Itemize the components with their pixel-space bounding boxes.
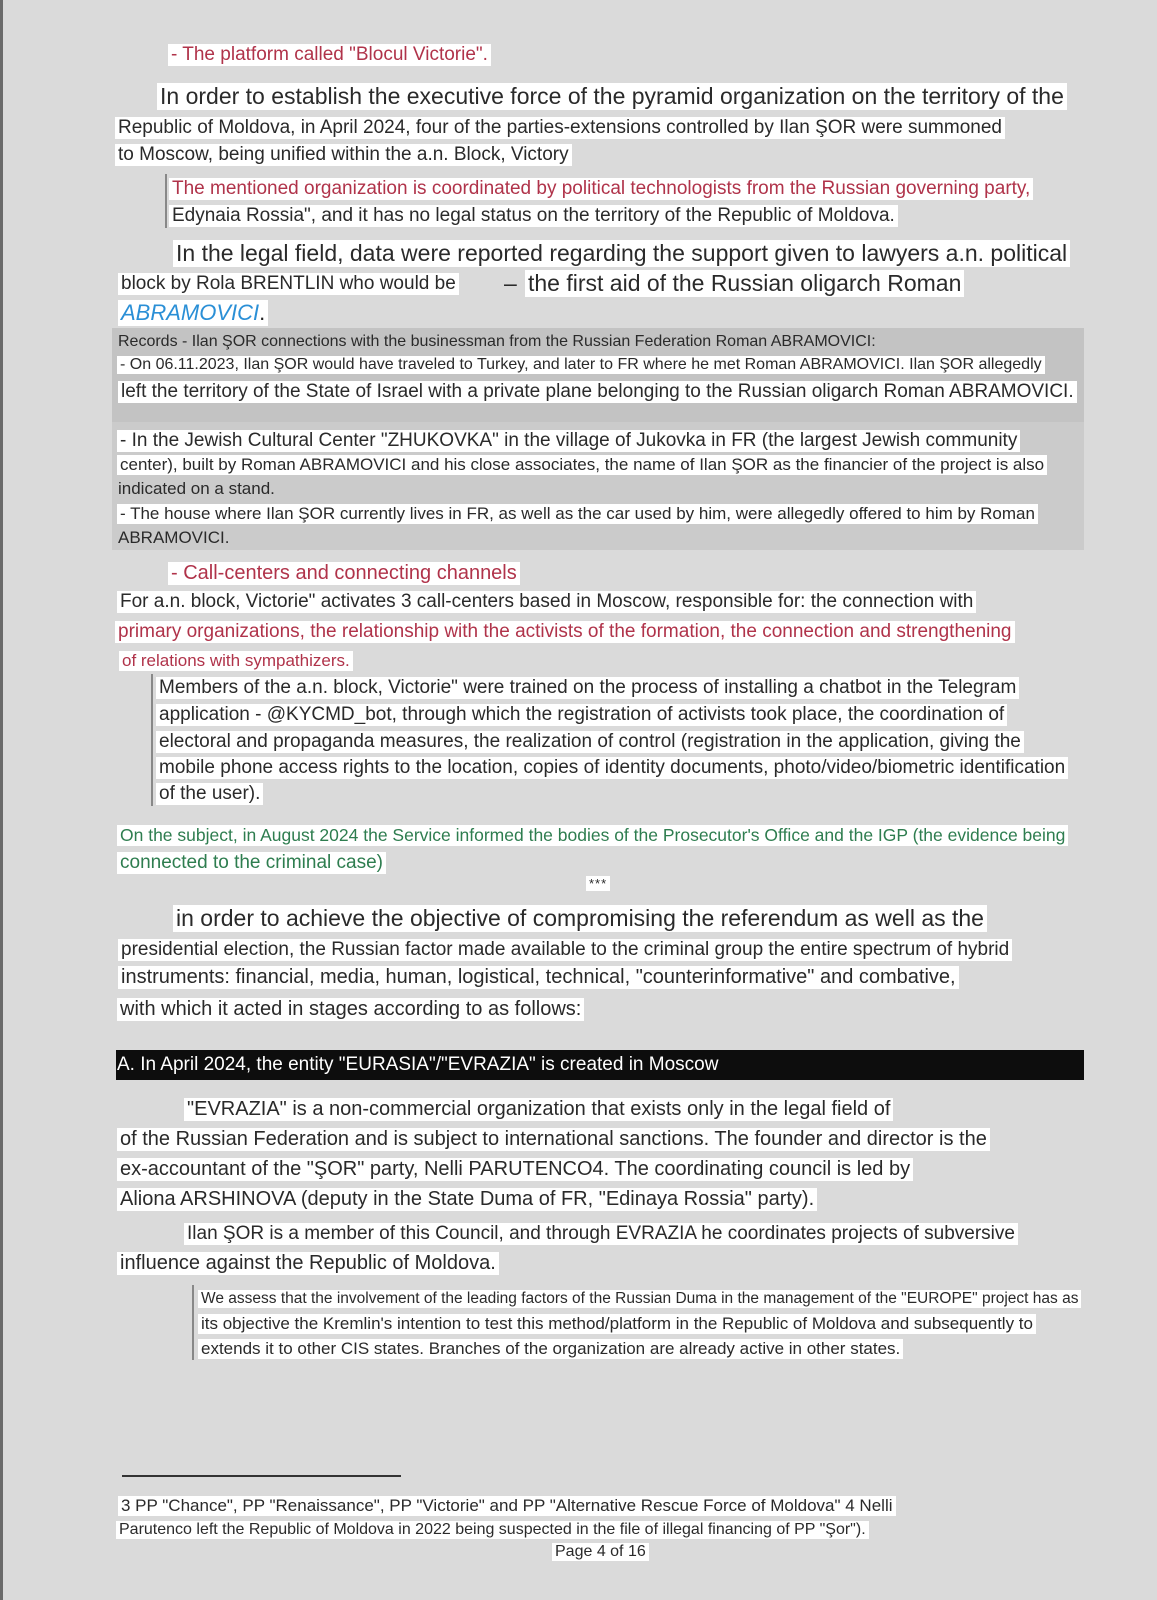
paragraph-line: presidential election, the Russian factor made available to the criminal group the entire spectrum of hybrid <box>118 939 1012 961</box>
records-line: - The house where Ilan ŞOR currently lives in FR, as well as the car used by him, were allegedly offered to him by Roman <box>117 504 1038 524</box>
section-heading-blocul: - The platform called "Blocul Victorie". <box>168 44 491 66</box>
quote-line: extends it to other CIS states. Branches of the organization are already active in other states. <box>198 1339 903 1359</box>
paragraph-line: block by Rola BRENTLIN who would be <box>118 273 459 295</box>
quote-line: The mentioned organization is coordinated by political technologists from the Russian governing party, <box>169 178 1033 200</box>
page-left-edge <box>0 0 3 1600</box>
quote-line: Members of the a.n. block, Victorie" were trained on the process of installing a chatbot in the Telegram <box>156 677 1019 699</box>
quote-line: We assess that the involvement of the leading factors of the Russian Duma in the management of the "EUROPE" project has as <box>198 1290 1081 1308</box>
footnote-line: 3 PP "Chance", PP "Renaissance", PP "Victorie" and PP "Alternative Rescue Force of Moldova" 4 Nelli <box>118 1496 896 1516</box>
paragraph-line: Aliona ARSHINOVA (deputy in the State Duma of FR, "Edinaya Rossia" party). <box>117 1188 817 1211</box>
paragraph-line: Republic of Moldova, in April 2024, four of the parties-extensions controlled by Ilan ŞOR were summoned <box>115 117 1005 139</box>
records-line: indicated on a stand. <box>118 479 275 498</box>
paragraph-line: of relations with sympathizers. <box>119 651 353 671</box>
quote-line: mobile phone access rights to the location, copies of identity documents, photo/video/biometric identification <box>156 757 1068 779</box>
paragraph-line: influence against the Republic of Moldova. <box>117 1252 499 1275</box>
quote-line: its objective the Kremlin's intention to test this method/platform in the Republic of Moldova and subsequently to <box>198 1314 1036 1334</box>
records-line: left the territory of the State of Israel with a private plane belonging to the Russian oligarch Roman ABRAMOVICI. <box>118 381 1077 403</box>
paragraph-line: In order to establish the executive force of the pyramid organization on the territory of the <box>157 83 1067 110</box>
quote-bar <box>192 1285 194 1360</box>
records-line: ABRAMOVICI. <box>118 528 230 547</box>
paragraph-line: ex-accountant of the "ŞOR" party, Nelli PARUTENCO4. The coordinating council is led by <box>117 1158 913 1181</box>
section-heading-callcenters: - Call-centers and connecting channels <box>168 562 520 585</box>
paragraph-line: to Moscow, being unified within the a.n. Block, Victory <box>115 144 572 166</box>
records-line: - In the Jewish Cultural Center "ZHUKOVKA" in the village of Jukovka in FR (the largest Jewish community <box>117 430 1020 452</box>
paragraph-line: of the Russian Federation and is subject to international sanctions. The founder and director is the <box>117 1128 990 1151</box>
highlighted-name <box>118 300 268 326</box>
green-note-line: connected to the criminal case) <box>117 852 386 874</box>
green-note-line: On the subject, in August 2024 the Service informed the bodies of the Prosecutor's Office and the IGP (the evidence being <box>117 825 1068 846</box>
section-separator: *** <box>586 876 610 891</box>
quote-bar <box>165 174 167 228</box>
quote-bar <box>151 674 153 806</box>
period: . <box>259 300 266 325</box>
records-line: Records - Ilan ŞOR connections with the businessman from the Russian Federation Roman ABRAMOVICI: <box>118 333 876 350</box>
quote-line: electoral and propaganda measures, the realization of control (registration in the application, giving the <box>156 731 1024 753</box>
quote-line: application - @KYCMD_bot, through which the registration of activists took place, the coordination of <box>156 704 1007 726</box>
paragraph-line: in order to achieve the objective of compromising the referendum as well as the <box>173 905 987 932</box>
footnote-line: Parutenco left the Republic of Moldova in 2022 being suspected in the file of illegal financing of PP "Şor"). <box>116 1521 869 1539</box>
paragraph-line: For a.n. block, Victorie" activates 3 call-centers based in Moscow, responsible for: the connection with <box>117 591 976 613</box>
name-text: ABRAMOVICI <box>121 300 260 325</box>
paragraph-line: instruments: financial, media, human, logistical, technical, "counterinformative" and combative, <box>118 966 959 989</box>
paragraph-line: "EVRAZIA" is a non-commercial organization that exists only in the legal field of <box>184 1098 893 1121</box>
paragraph-line: In the legal field, data were reported regarding the support given to lawyers a.n. political <box>173 240 1070 267</box>
paragraph-line: primary organizations, the relationship with the activists of the formation, the connection and strengthening <box>115 621 1015 643</box>
section-banner-text: A. In April 2024, the entity "EURASIA"/"EVRAZIA" is created in Moscow <box>117 1054 719 1075</box>
paragraph-line: Ilan ŞOR is a member of this Council, and through EVRAZIA he coordinates projects of subversive <box>184 1223 1018 1245</box>
quote-line: of the user). <box>156 783 263 805</box>
dash-separator: – <box>504 270 517 296</box>
quote-line: Edynaia Rossia", and it has no legal status on the territory of the Republic of Moldova. <box>169 205 898 227</box>
page-number: Page 4 of 16 <box>552 1543 649 1561</box>
records-line: - On 06.11.2023, Ilan ŞOR would have traveled to Turkey, and later to FR where he met Roman ABRAMOVICI. Ilan ŞOR allegedly <box>117 356 1045 374</box>
paragraph-line: the first aid of the Russian oligarch Roman <box>525 270 964 297</box>
paragraph-line: with which it acted in stages according to as follows: <box>117 998 584 1021</box>
records-line: center), built by Roman ABRAMOVICI and his close associates, the name of Ilan ŞOR as the financier of the project is also <box>117 455 1047 475</box>
footnote-rule <box>122 1475 401 1477</box>
